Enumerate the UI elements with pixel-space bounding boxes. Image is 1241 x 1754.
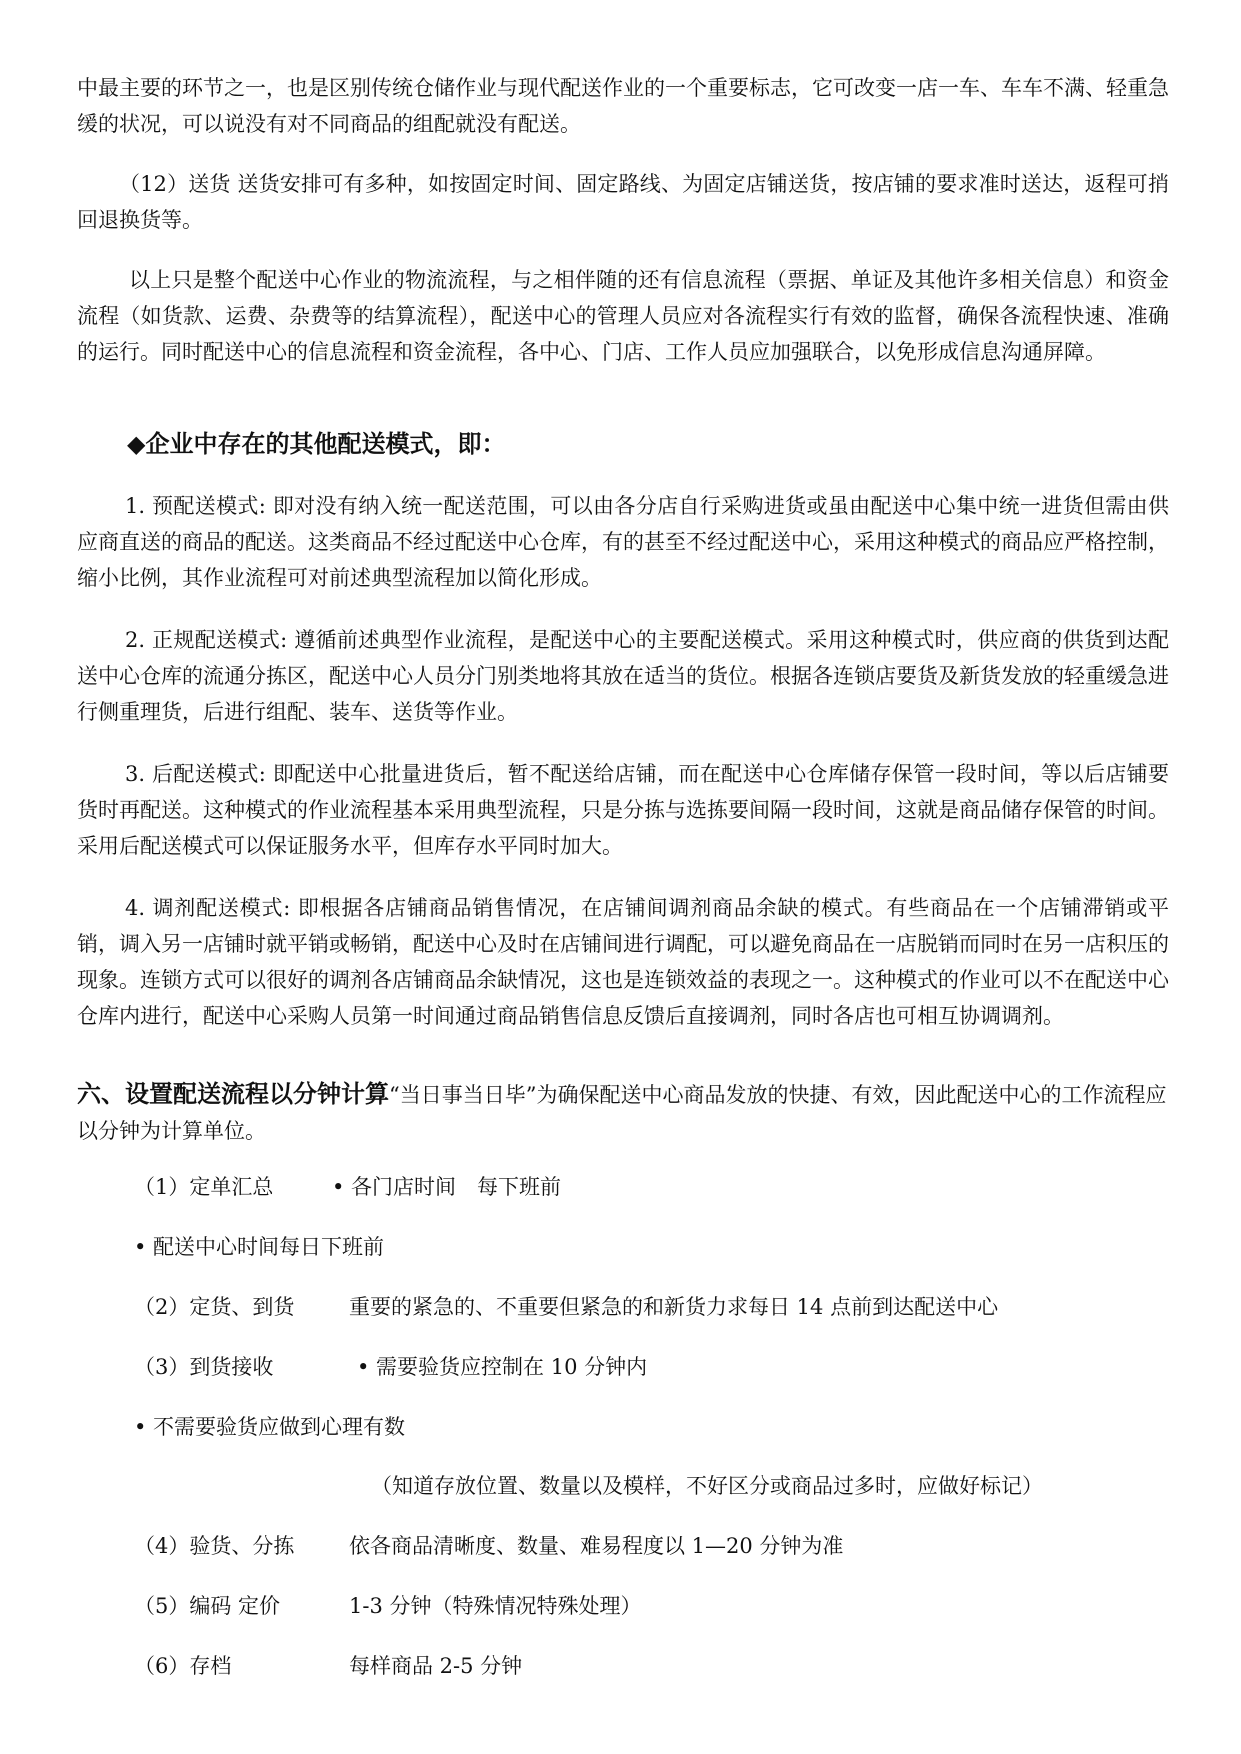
step-2-value: 重要的紧急的、不重要但紧急的和新货力求每日 14 点前到达配送中心 bbox=[349, 1295, 999, 1319]
step-2-label: （2）定货、到货 bbox=[134, 1295, 295, 1319]
step-5-value: 1-3 分钟（特殊情况特殊处理） bbox=[349, 1594, 642, 1618]
paragraph-mode-4: 4. 调剂配送模式: 即根据各店铺商品销售情况，在店铺间调剂商品余缺的模式。有些商品在一个店铺滞销或平销，调入另一店铺时就平销或畅销，配送中心及时在店铺间进行调配，可以避免商品在一店脱销而同时在另一店积压的现象。连锁方式可以很好的调剂各店铺商品余缺情况，这也是连锁效益的表现之一。这种模式的作业可以不在配送中心仓库内进行，配送中心采购人员第一时间通过商品销售信息反馈后直接调剂，同时各店也可相互协调调剂。 bbox=[77, 896, 1169, 1028]
step-1-label: （1）定单汇总 bbox=[134, 1175, 274, 1199]
paragraph-mode-3: 3. 后配送模式: 即配送中心批量进货后，暂不配送给店铺，而在配送中心仓库储存保管一段时间，等以后店铺要货时再配送。这种模式的作业流程基本采用典型流程，只是分拣与选拣要间隔一段时间，这就是商品储存保管的时间。采用后配送模式可以保证服务水平，但库存水平同时加大。 bbox=[77, 762, 1169, 858]
step-3-extra: • 不需要验货应做到心理有数 bbox=[134, 1415, 406, 1439]
step-3-label: （3）到货接收 bbox=[134, 1355, 274, 1379]
step-3-value: • 需要验货应控制在 10 分钟内 bbox=[357, 1355, 648, 1379]
paragraph-delivery-step-12: （12）送货 送货安排可有多种，如按固定时间、固定路线、为固定店铺送货，按店铺的要求准时送达，返程可捎回退换货等。 bbox=[77, 172, 1169, 232]
step-5-label: （5）编码 定价 bbox=[134, 1594, 281, 1618]
step-1-value: • 各门店时间 每下班前 bbox=[332, 1175, 562, 1199]
paragraph-mode-1: 1. 预配送模式: 即对没有纳入统一配送范围，可以由各分店自行采购进货或虽由配送中心集中统一进货但需由供应商直送的商品的配送。这类商品不经过配送中心仓库，有的甚至不经过配送中心，采用这种模式的商品应严格控制，缩小比例，其作业流程可对前述典型流程加以简化形成。 bbox=[77, 494, 1169, 590]
heading-other-delivery-modes: ◆企业中存在的其他配送模式，即： bbox=[127, 430, 506, 458]
step-3-note: （知道存放位置、数量以及模样，不好区分或商品过多时，应做好标记） bbox=[371, 1474, 1043, 1498]
step-1-extra: • 配送中心时间每日下班前 bbox=[134, 1235, 385, 1259]
section-six-title: 六、设置配送流程以分钟计算 bbox=[77, 1080, 389, 1108]
section-six-text: “当日事当日毕”为确保配送中心商品发放的快捷、有效，因此配送中心的工作流程应以分钟为计算单位。 bbox=[77, 1083, 1167, 1143]
paragraph-mode-2: 2. 正规配送模式: 遵循前述典型作业流程，是配送中心的主要配送模式。采用这种模式时，供应商的供货到达配送中心仓库的流通分拣区，配送中心人员分门别类地将其放在适当的货位。根据各连锁店要货及新货发放的轻重缓急进行侧重理货，后进行组配、装车、送货等作业。 bbox=[77, 628, 1169, 724]
section-six-paragraph bbox=[77, 1076, 1169, 1149]
step-4-value: 依各商品清晰度、数量、难易程度以 1—20 分钟为准 bbox=[349, 1534, 844, 1558]
step-4-label: （4）验货、分拣 bbox=[134, 1534, 295, 1558]
paragraph-flow-summary: 以上只是整个配送中心作业的物流流程，与之相伴随的还有信息流程（票据、单证及其他许多相关信息）和资金流程（如货款、运费、杂费等的结算流程），配送中心的管理人员应对各流程实行有效的监督，确保各流程快速、准确的运行。同时配送中心的信息流程和资金流程，各中心、门店、工作人员应加强联合，以免形成信息沟通屏障。 bbox=[77, 268, 1169, 364]
step-6-value: 每样商品 2-5 分钟 bbox=[349, 1654, 523, 1678]
paragraph-intro-continued: 中最主要的环节之一，也是区别传统仓储作业与现代配送作业的一个重要标志，它可改变一店一车、车车不满、轻重急缓的状况，可以说没有对不同商品的组配就没有配送。 bbox=[77, 76, 1169, 136]
step-6-label: （6）存档 bbox=[134, 1654, 232, 1678]
